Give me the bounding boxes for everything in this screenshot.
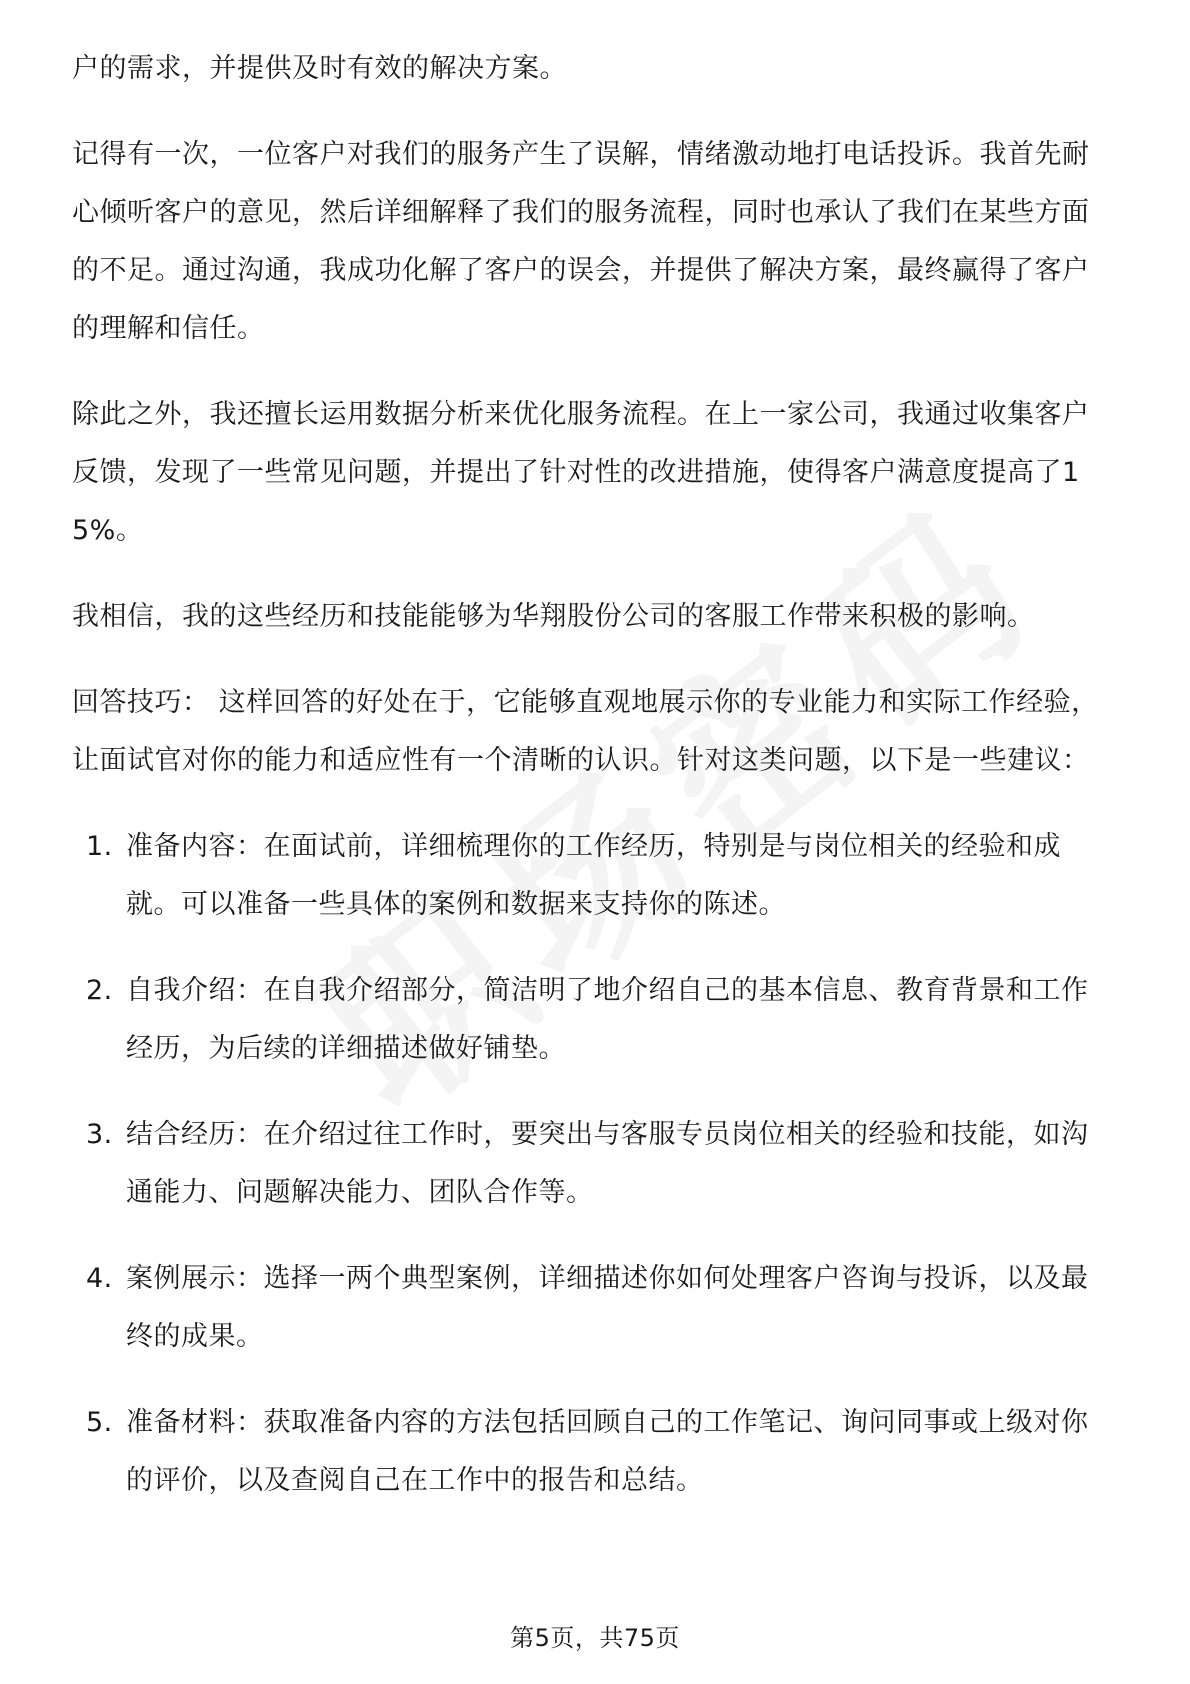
list-item: [72, 818, 1112, 934]
suggestion-list: [72, 818, 1112, 1510]
paragraph-4: 我相信，我的这些经历和技能能够为华翔股份公司的客服工作带来积极的影响。: [72, 601, 1035, 632]
list-item-text: 自我介绍：在自我介绍部分，简洁明了地介绍自己的基本信息、教育背景和工作经历，为后续的详细描述做好铺垫。: [126, 975, 1089, 1064]
list-item: [72, 1106, 1112, 1222]
list-number: 2.: [86, 975, 113, 1006]
paragraph-1: 户的需求，并提供及时有效的解决方案。: [72, 53, 567, 84]
page-footer: 第5页，共75页: [510, 1624, 680, 1652]
document-body: [72, 40, 1112, 1538]
list-number: 5.: [86, 1407, 113, 1438]
paragraph-5: 回答技巧： 这样回答的好处在于，它能够直观地展示你的专业能力和实际工作经验，让面试官对你的能力和适应性有一个清晰的认识。针对这类问题，以下是一些建议：: [72, 687, 1099, 776]
list-item-text: 案例展示：选择一两个典型案例，详细描述你如何处理客户咨询与投诉，以及最终的成果。: [126, 1263, 1089, 1352]
paragraph-2: 记得有一次，一位客户对我们的服务产生了误解，情绪激动地打电话投诉。我首先耐心倾听客户的意见，然后详细解释了我们的服务流程，同时也承认了我们在某些方面的不足。通过沟通，我成功化解了客户的误会，并提供了解决方案，最终赢得了客户的理解和信任。: [72, 139, 1090, 344]
list-number: 4.: [86, 1263, 113, 1294]
list-number: 1.: [86, 831, 113, 862]
list-item: [72, 962, 1112, 1078]
list-item-text: 结合经历：在介绍过往工作时，要突出与客服专员岗位相关的经验和技能，如沟通能力、问题解决能力、团队合作等。: [126, 1119, 1089, 1208]
list-item: [72, 1394, 1112, 1510]
list-item: [72, 1250, 1112, 1366]
list-item-text: 准备材料：获取准备内容的方法包括回顾自己的工作笔记、询问同事或上级对你的评价，以及查阅自己在工作中的报告和总结。: [126, 1407, 1089, 1496]
paragraph-3: 除此之外，我还擅长运用数据分析来优化服务流程。在上一家公司，我通过收集客户反馈，发现了一些常见问题，并提出了针对性的改进措施，使得客户满意度提高了15%。: [72, 399, 1090, 546]
list-number: 3.: [86, 1119, 113, 1150]
list-item-text: 准备内容：在面试前，详细梳理你的工作经历，特别是与岗位相关的经验和成就。可以准备一些具体的案例和数据来支持你的陈述。: [126, 831, 1061, 920]
